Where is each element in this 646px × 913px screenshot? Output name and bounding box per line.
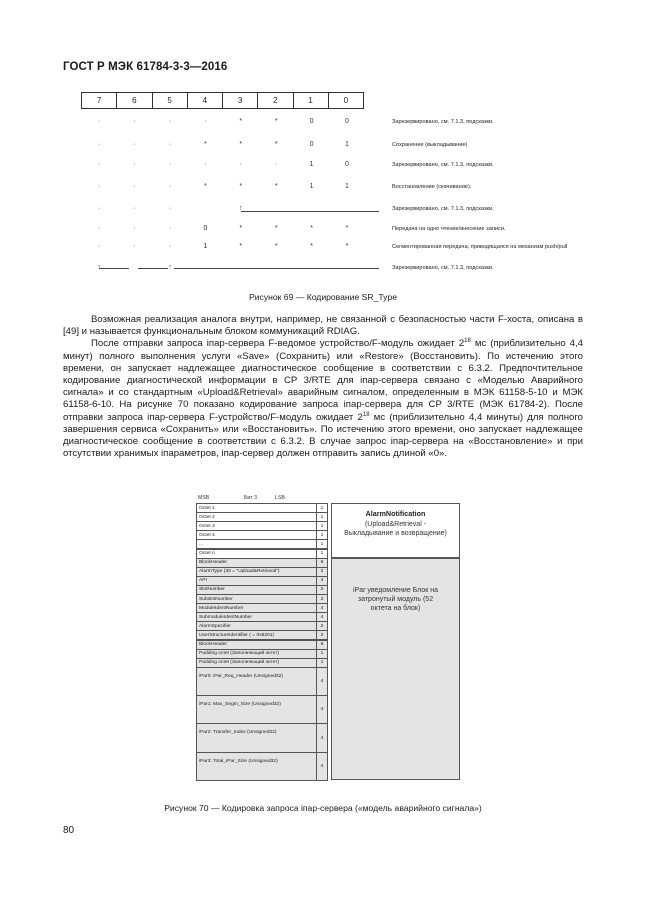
bit-value: · [133, 243, 136, 250]
field-size: 2 [316, 595, 327, 603]
bit-value: ↑ [168, 264, 172, 271]
bit-value: * [239, 141, 243, 148]
bit-value: ↑ [239, 205, 243, 212]
bit-value: * [345, 243, 349, 250]
ipar-field-size: 4 [316, 668, 327, 695]
bit-coding-row [81, 264, 364, 276]
bit-value: * [204, 183, 207, 190]
figure-69-caption: Рисунок 69 — Кодирование SR_Type [248, 292, 397, 302]
bit-value: · [133, 225, 136, 232]
bit-number-table [81, 92, 364, 109]
field-name: BlockHeader [199, 560, 227, 566]
bit-value: · [275, 161, 278, 168]
bit-value: 0 [345, 118, 349, 125]
bit-value: · [168, 183, 172, 190]
field-name: BlockHeader [199, 642, 227, 648]
paragraph [63, 338, 583, 460]
bit-row-description: Восстановление (скачивание). [392, 184, 472, 190]
field-size: 6 [316, 559, 327, 567]
bit-value: · [98, 118, 101, 125]
bit-value: 1 [309, 183, 314, 190]
msb-label: MSB [198, 495, 210, 501]
bit-coding-row [81, 161, 364, 173]
bit-value: * [239, 225, 243, 232]
bit-value: 0 [345, 161, 349, 168]
bit-value: · [133, 183, 136, 190]
field-size: 2 [316, 631, 327, 639]
field-name: SubslotNumber [199, 596, 233, 602]
connector-line [174, 268, 379, 269]
bit-value: · [204, 118, 207, 125]
bit-coding-row [81, 183, 364, 195]
field-name: Octet 3 [199, 523, 215, 529]
bit-value: 0 [309, 118, 314, 125]
bit-value: · [98, 243, 101, 250]
bit-value: * [310, 243, 313, 250]
alarm-notification-text: (Upload&Retrieval - Выкладывание и возвращение) [344, 521, 447, 537]
bit-value: · [168, 161, 172, 168]
lsb-label: LSB [275, 495, 285, 501]
field-size: 1 [316, 531, 327, 539]
bit-value: · [98, 225, 101, 232]
paragraph-text: мс (приблизительно 4,4 минут) полного выполнения услуги «Save» (Сохранить) или «Restore» (Восстановить). По истечению этого времени, он запускает надлежащее диагностическое сообщение в соответствии с 6.3.2. Предпочтительное кодирование диагностической информации в CP 3/RTE для iпар-сервера связано с «Моделью Аварийного сигнала» и со стандартным «Upload&Retrieval» аварийным сигналом, определенным в МЭК 61158-5-10 и МЭК 61158-6-10. На рисунке 70 показано кодирование запроса iпар-сервера для CP 3/RTE (МЭК 61784-2). После отправки запроса iпар-сервера F-устройство/F-модуль ожидает 2 [63, 338, 583, 423]
bit-coding-row [81, 118, 364, 130]
document-header: ГОСТ Р МЭК 61784-3-3—2016 [63, 61, 228, 73]
connector-line [241, 211, 275, 212]
bit-value: · [133, 205, 136, 212]
bit-row-description: Зарезервировано, см. 7.1.3, подсказки. [392, 162, 494, 168]
bit-value: 0 [203, 225, 208, 232]
bit-coding-row [81, 141, 364, 153]
field-size: 6 [316, 641, 327, 649]
field-name: Octet 4 [199, 532, 215, 538]
bit-value: · [98, 161, 101, 168]
field-size: 1 [316, 540, 327, 548]
field-size: 1 [316, 504, 327, 512]
bit-value: 1 [309, 161, 314, 168]
field-size: 1 [316, 513, 327, 521]
field-name: ModuleIdentNumber [199, 605, 244, 611]
ipar-notification-box [331, 558, 460, 780]
field-size: 2 [316, 622, 327, 630]
ipar-field-name: iPar2: Transfer_Index (Unsigned32) [199, 730, 277, 736]
ipar-field-size: 4 [316, 696, 327, 723]
bit-value: · [168, 205, 172, 212]
ipar-field-name: iPar0: iPar_Req_Header (Unsigned32) [199, 673, 284, 679]
paragraph-text: мс (приблизительно 4,4 минуты) для полного завершения сервиса «Сохранить» или «Восстановить». По истечению этого времени, оно запускает надлежащее диагностическое сообщение в соответствии с 6.3.2. В случае запрос iпар-сервера на «Восстановление» и при отсутствии хранимых iпараметров, iпар-сервер должен отправить запись длиной «0». [63, 411, 584, 460]
field-name: ... [199, 541, 204, 547]
ipar-field-size: 4 [316, 753, 327, 780]
ipar-row [196, 723, 328, 752]
bit-coding-row [81, 243, 364, 255]
bit-value: · [98, 141, 101, 148]
bit-cell: 6 [117, 93, 152, 108]
paragraph-text: Возможная реализация аналога внутри, например, не связанной с безопасностью части F-хоста, описана в [49] и называется функциональным блоком коммуникаций RDIAG. [63, 314, 583, 338]
bit-value: * [274, 118, 278, 125]
bit-value: · [168, 118, 172, 125]
bit-value: 1 [203, 243, 208, 250]
bit-cell: 1 [294, 93, 329, 108]
bit-value: 0 [309, 141, 314, 148]
field-size: 4 [316, 577, 327, 585]
field-name: SubmoduleIdentNumber [199, 614, 253, 620]
superscript: 18 [362, 411, 370, 418]
field-size: 1 [316, 550, 327, 558]
bit-cell: 4 [188, 93, 223, 108]
field-size: 1 [316, 659, 327, 667]
bit-value: ↑ [97, 264, 101, 271]
body-text [63, 314, 583, 460]
bit-value: 1 [345, 183, 349, 190]
bit-value: 1 [345, 141, 349, 148]
ipar-row [196, 667, 328, 696]
bit-value: * [204, 141, 207, 148]
bit-cell: 5 [153, 93, 188, 108]
bit-value: * [239, 118, 243, 125]
ipar-field-size: 4 [316, 724, 327, 751]
connector-line [275, 211, 379, 212]
bit-row-description: Сохранение (выкладывание) [392, 142, 468, 148]
bit-value: · [168, 225, 172, 232]
bit-row-description: Передача на одно чтение/внесение записи. [392, 226, 506, 232]
alarm-notification-title: AlarmNotification [365, 509, 426, 518]
bit-row-description: Сегментированная передача, приводящаяся на механизм push/pull [392, 244, 568, 250]
bit-value: * [274, 243, 278, 250]
field-name: SlotNumber [199, 587, 225, 593]
bit-value: * [239, 183, 243, 190]
bit-value: · [98, 205, 101, 212]
bit-value: · [133, 118, 136, 125]
field-name: AlarmType (30 = "Upload&Retrieval") [199, 569, 280, 575]
field-size: 2 [316, 568, 327, 576]
bit-cell: 0 [343, 96, 349, 105]
bit-value: * [274, 183, 278, 190]
bit-value: · [168, 243, 172, 250]
ipar-notification-text: iPar уведомление Блок на затронутый модуль (52 октета на блок) [353, 587, 438, 612]
ipar-field-name: iPar3: Total_iPar_Size (Unsigned32) [199, 758, 278, 764]
field-name: AlarmSpecifier [199, 623, 231, 629]
ipar-row [196, 695, 328, 724]
bit-value: * [239, 243, 243, 250]
field-size: 1 [316, 650, 327, 658]
ipar-field-name: iPar1: Max_Segm_Size (Unsigned32) [199, 702, 281, 708]
field-name: API [199, 578, 207, 584]
bit-row-description: Зарезервировано, см. 7.1.3, подсказки. [392, 265, 494, 271]
bit-coding-row [81, 225, 364, 237]
bit-value: * [310, 225, 313, 232]
superscript: 18 [464, 338, 471, 345]
octet-structure [196, 503, 328, 780]
field-name: Octet 2 [199, 514, 215, 520]
bit-value: * [345, 225, 349, 232]
bit-cell: 2 [258, 93, 293, 108]
bit-value: · [239, 161, 242, 168]
field-size: 4 [316, 604, 327, 612]
field-size: 1 [316, 522, 327, 530]
bit-value: · [98, 183, 101, 190]
field-name: Octet 1 [199, 505, 215, 511]
paragraph [63, 314, 583, 338]
page-number: 80 [63, 825, 75, 836]
bit-value: * [274, 225, 278, 232]
field-name: UserStructureIdentifier ( = 0x8201) [199, 632, 275, 638]
bit-cell: 7 [82, 93, 117, 108]
field-size: 2 [316, 586, 327, 594]
ipar-row [196, 752, 328, 781]
bit-label: Бит 3 [244, 495, 258, 501]
paragraph-text: После отправки запроса iпар-сервера F-ведомое устройство/F-модуль ожидает 2 [91, 338, 465, 350]
bit-value: · [133, 161, 136, 168]
figure-70-caption: Рисунок 70 — Кодировка запроса iпар-сервера («модель аварийного сигнала») [164, 803, 482, 813]
connector-line [99, 268, 129, 269]
field-size: 4 [316, 613, 327, 621]
alarm-notification-box [331, 503, 460, 558]
field-name: Padding octet (Заполняющий октет) [199, 651, 280, 657]
bit-row-description: Зарезервировано, см. 7.1.3, подсказки. [392, 206, 494, 212]
bit-value: * [274, 141, 278, 148]
field-name: Octet n [199, 551, 215, 557]
connector-line [138, 268, 168, 269]
field-name: Padding octet (Заполняющий октет) [199, 660, 280, 666]
bit-row-description: Зарезервировано, см. 7.1.3, подсказки. [392, 119, 494, 125]
bit-value: · [168, 141, 172, 148]
bit-value: · [133, 141, 136, 148]
bit-cell: 3 [223, 93, 258, 108]
bit-value: · [204, 161, 207, 168]
